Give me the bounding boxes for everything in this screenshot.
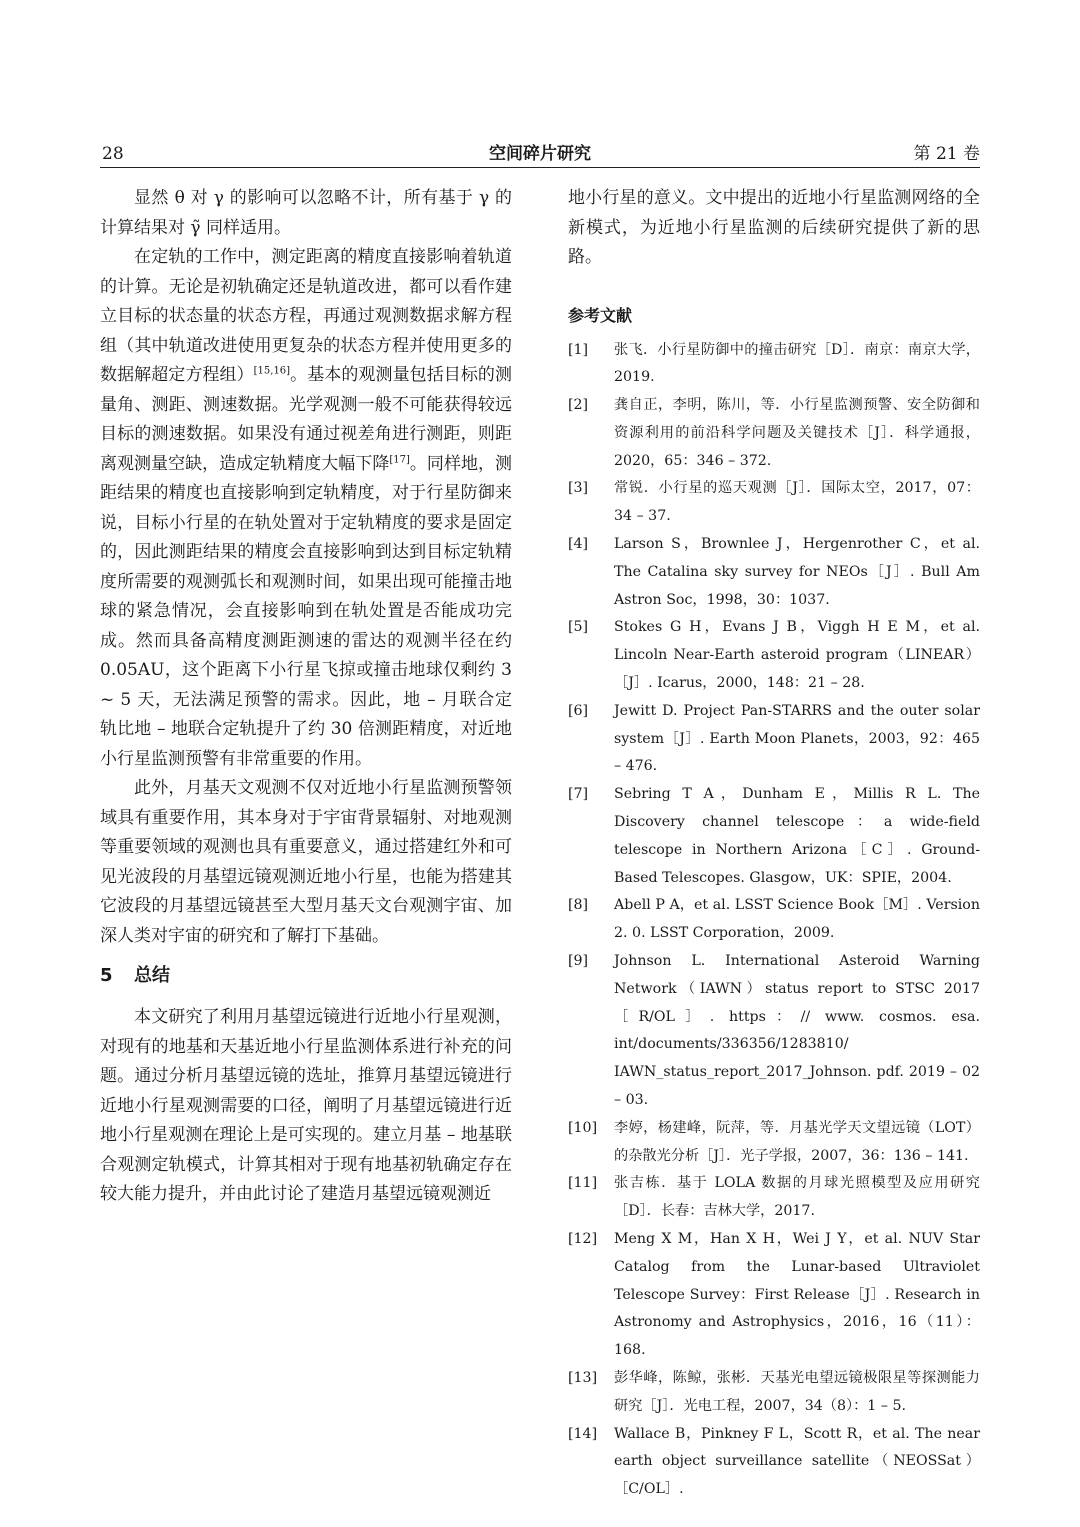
reference-text: 龚自正，李明，陈川，等．小行星监测预警、安全防御和资源利用的前沿科学问题及关键技术［J］．科学通报，2020，65：346 – 372. xyxy=(614,397,980,469)
reference-number: [11] xyxy=(568,1175,598,1192)
reference-number: [12] xyxy=(568,1231,598,1247)
references-heading: 参考文献 xyxy=(568,305,633,325)
reference-item xyxy=(568,892,980,948)
running-header xyxy=(100,142,980,168)
reference-number: [8] xyxy=(568,897,589,914)
reference-item xyxy=(568,1421,980,1504)
reference-text: Wallace B，Pinkney F L，Scott R，et al. The near earth object surveillance satellite（NEOSSat）［C/OL］. xyxy=(614,1425,980,1498)
journal-title: 空间碎片研究 xyxy=(489,144,591,164)
reference-item xyxy=(568,614,980,697)
paragraph-2-text-a: 在定轨的工作中，测定距离的精度直接影响着轨道的计算。无论是初轨确定还是轨道改进，都可以看作建立目标的状态量的状态方程，再通过观测数据求解方程组（其中轨道改进使用更复杂的状态方程并使用更多的数据解超定方程组） xyxy=(100,247,512,385)
paragraph-4: 本文研究了利用月基望远镜进行近地小行星观测，对现有的地基和天基近地小行星监测体系进行补充的问题。通过分析月基望远镜的选址，推算月基望远镜进行近地小行星观测需要的口径，阐明了月基望远镜进行近地小行星观测在理论上是可实现的。建立月基 – 地基联合观测定轨模式，计算其相对于现有地基初轨确定存在较大能力提升，并由此讨论了建造月基望远镜观测近 xyxy=(100,1007,512,1204)
reference-item xyxy=(568,392,980,475)
reference-number: [7] xyxy=(568,786,589,803)
reference-item xyxy=(568,1170,980,1226)
citation-15-16: [15,16] xyxy=(253,365,291,377)
reference-item xyxy=(568,337,980,393)
paragraph-continued: 地小行星的意义。文中提出的近地小行星监测网络的全新模式，为近地小行星监测的后续研究提供了新的思路。 xyxy=(568,188,980,267)
header-rule xyxy=(100,167,980,168)
paragraph-1: 显然 θ 对 γ 的影响可以忽略不计，所有基于 γ 的计算结果对 γ̃ 同样适用。 xyxy=(100,188,512,238)
reference-item xyxy=(568,781,980,892)
reference-list xyxy=(568,337,980,1504)
reference-number: [5] xyxy=(568,619,589,636)
reference-number: [1] xyxy=(568,341,589,358)
volume-label: 第 21 卷 xyxy=(913,144,980,164)
reference-number: [13] xyxy=(568,1369,598,1386)
paragraph-2 xyxy=(100,243,512,774)
reference-number: [4] xyxy=(568,536,589,553)
reference-number: [3] xyxy=(568,480,589,497)
paragraph-2-text-b: 。基本的观测量包括目标的测量角、测距、测速数据。光学观测一般不可能获得较远目标的测速数据。如果没有通过视差角进行测距，则距离观测量空缺，造成定轨精度大幅下降 xyxy=(100,365,513,474)
reference-text: 张飞．小行星防御中的撞击研究［D］．南京：南京大学，2019. xyxy=(614,341,980,386)
reference-text: 李婷，杨建峰，阮萍，等．月基光学天文望远镜（LOT）的杂散光分析［J］．光子学报，2007，36：136 – 141. xyxy=(614,1119,980,1164)
reference-number: [9] xyxy=(568,953,589,970)
section-heading xyxy=(100,961,512,991)
page-number: 28 xyxy=(102,144,124,164)
paragraph-3: 此外，月基天文观测不仅对近地小行星监测预警领域具有重要作用，其本身对于宇宙背景辐射、对地观测等重要领域的观测也具有重要意义，通过搭建红外和可见光波段的月基望远镜观测近地小行星，也能为搭建其它波段的月基望远镜甚至大型月基天文台观测宇宙、加深人类对宇宙的研究和了解打下基础。 xyxy=(100,778,512,946)
reference-number: [10] xyxy=(568,1119,598,1136)
reference-text: Abell P A，et al. LSST Science Book［M］. Version 2. 0. LSST Corporation，2009. xyxy=(614,897,980,942)
reference-text: Jewitt D. Project Pan-STARRS and the outer solar system［J］. Earth Moon Planets，2003，92：465 – 476. xyxy=(614,702,980,775)
reference-number: [6] xyxy=(568,702,589,719)
section-title: 总结 xyxy=(134,965,170,986)
right-column xyxy=(568,184,980,1504)
reference-number: [2] xyxy=(568,397,589,414)
reference-item xyxy=(568,475,980,531)
reference-text: Sebring T A，Dunham E，Millis R L. The Discovery channel telescope：a wide-field telescope in Northern Arizona［C］. Ground-Based Telescopes. Glasgow，UK：SPIE，2004. xyxy=(614,786,980,886)
reference-item xyxy=(568,948,980,1115)
reference-text: 常锐．小行星的巡天观测［J］．国际太空，2017，07：34 – 37. xyxy=(614,480,980,525)
reference-item xyxy=(568,1365,980,1421)
left-column xyxy=(100,184,512,1210)
reference-item xyxy=(568,531,980,614)
reference-text: Larson S，Brownlee J，Hergenrother C，et al. The Catalina sky survey for NEOs［J］. Bull Am Astron Soc，1998，30：1037. xyxy=(614,536,980,608)
reference-text: Stokes G H，Evans J B，Viggh H E M，et al. Lincoln Near-Earth asteroid program（LINEAR）［J］. Icarus，2000，148：21 – 28. xyxy=(614,619,980,692)
reference-item xyxy=(568,1115,980,1171)
paragraph-2-text-c: 。同样地，测距结果的精度也直接影响到定轨精度，对于行星防御来说，目标小行星的在轨处置对于定轨精度的要求是固定的，因此测距结果的精度会直接影响到达到目标定轨精度所需要的观测弧长和观测时间，如果出现可能撞击地球的紧急情况，会直接影响到在轨处置是否能成功完成。然而具备高精度测距测速的雷达的观测半径在约 0.05AU，这个距离下小行星飞掠或撞击地球仅剩约 3 ~ 5 天，无法满足预警的需求。因此，地 – 月联合定轨比地 – 地联合定轨提升了约 30 倍测距精度，对近地小行星监测预警有非常重要的作用。 xyxy=(100,453,513,769)
reference-text: Meng X M，Han X H，Wei J Y，et al. NUV Star Catalog from the Lunar-based Ultraviolet Telescope Survey：First Release［J］. Research in Astronomy and Astrophysics，2016，16（11）：168. xyxy=(614,1231,980,1359)
reference-item xyxy=(568,698,980,781)
citation-17: [17] xyxy=(389,453,410,465)
reference-number: [14] xyxy=(568,1425,598,1442)
section-number: 5 xyxy=(100,965,113,986)
reference-text: 张吉栋．基于 LOLA 数据的月球光照模型及应用研究［D］．长春：吉林大学，2017. xyxy=(614,1175,980,1220)
reference-text: 彭华峰，陈鲸，张彬．天基光电望远镜极限星等探测能力研究［J］．光电工程，2007，34（8）：1 – 5. xyxy=(614,1369,980,1414)
reference-text: Johnson L. International Asteroid Warning Network（IAWN）status report to STSC 2017［R/OL］. https：// www. cosmos. esa. int/documents/336356/1283810/ IAWN_status_report_2017_Johnson. pdf. 2019 – 02 – 03. xyxy=(614,953,980,1109)
reference-item xyxy=(568,1226,980,1365)
